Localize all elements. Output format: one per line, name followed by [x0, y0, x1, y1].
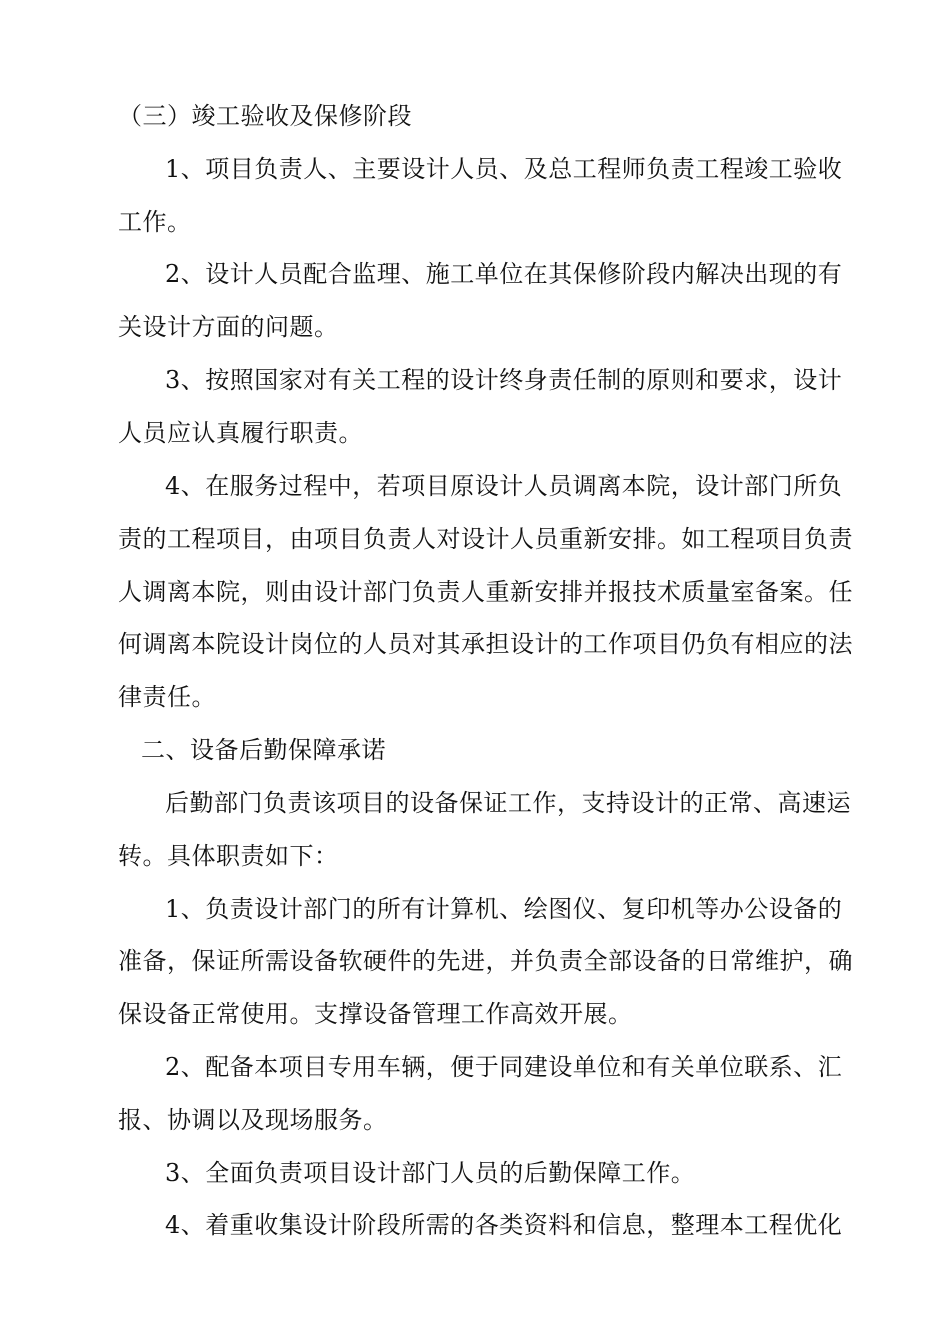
paragraph-line: 转。具体职责如下：	[118, 842, 339, 870]
paragraph-line: 报、协调以及现场服务。	[118, 1106, 388, 1134]
paragraph-line: 准备，保证所需设备软硬件的先进，并负责全部设备的日常维护，确	[118, 947, 853, 975]
paragraph-line: 4、着重收集设计阶段所需的各类资料和信息，整理本工程优化	[165, 1211, 843, 1239]
paragraph-line: 3、全面负责项目设计部门人员的后勤保障工作。	[165, 1159, 696, 1187]
section-heading: （三）竣工验收及保修阶段	[118, 102, 412, 130]
paragraph-line: 何调离本院设计岗位的人员对其承担设计的工作项目仍负有相应的法	[118, 630, 853, 658]
paragraph-line: 3、按照国家对有关工程的设计终身责任制的原则和要求，设计	[165, 366, 843, 394]
paragraph-line: 工作。	[118, 208, 192, 236]
paragraph-line: 责的工程项目，由项目负责人对设计人员重新安排。如工程项目负责	[118, 525, 853, 553]
paragraph-line: 1、负责设计部门的所有计算机、绘图仪、复印机等办公设备的	[165, 895, 843, 923]
section-heading: 二、设备后勤保障承诺	[141, 736, 386, 764]
paragraph-line: 1、项目负责人、主要设计人员、及总工程师负责工程竣工验收	[165, 155, 843, 183]
paragraph-line: 关设计方面的问题。	[118, 313, 339, 341]
paragraph-line: 2、配备本项目专用车辆，便于同建设单位和有关单位联系、汇	[165, 1053, 843, 1081]
paragraph-line: 律责任。	[118, 683, 216, 711]
paragraph-line: 后勤部门负责该项目的设备保证工作，支持设计的正常、高速运	[165, 789, 851, 817]
paragraph-line: 人调离本院，则由设计部门负责人重新安排并报技术质量室备案。任	[118, 578, 853, 606]
paragraph-line: 保设备正常使用。支撑设备管理工作高效开展。	[118, 1000, 633, 1028]
paragraph-line: 4、在服务过程中，若项目原设计人员调离本院，设计部门所负	[165, 472, 843, 500]
paragraph-line: 2、设计人员配合监理、施工单位在其保修阶段内解决出现的有	[165, 260, 843, 288]
paragraph-line: 人员应认真履行职责。	[118, 419, 363, 447]
